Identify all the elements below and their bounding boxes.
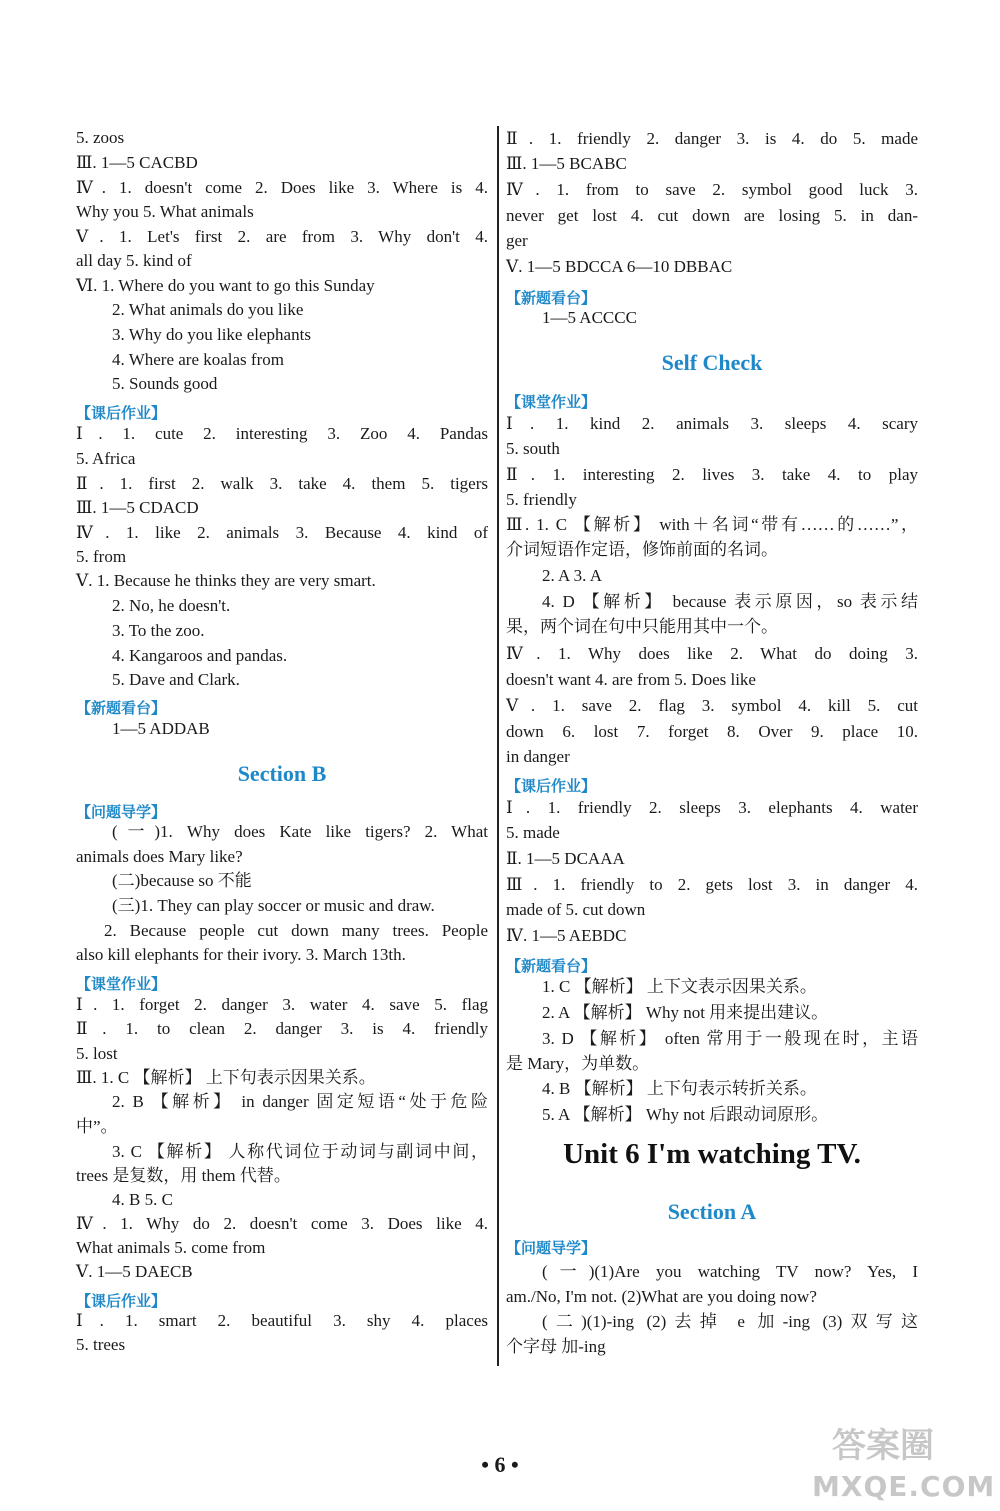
answer-line: 5. Africa	[76, 449, 136, 468]
answer-line: Ⅴ. 1. Let's first 2. are from 3. Why don't 4.	[76, 227, 488, 246]
section-tag	[76, 801, 488, 823]
answer-line: all day 5. kind of	[76, 251, 192, 270]
section-tag-label: 【新题看台】	[506, 289, 597, 307]
answer-line: 3. C 【解析】 人称代词位于动词与副词中间，	[112, 1142, 488, 1161]
answer-line: Ⅲ. 1. friendly to 2. gets lost 3. in danger 4.	[506, 875, 918, 894]
answer-line: Ⅴ. 1—5 DAECB	[76, 1262, 193, 1281]
answer-line: made of 5. cut down	[506, 900, 646, 919]
section-tag	[76, 1290, 488, 1312]
answer-line: 5. lost	[76, 1044, 118, 1063]
section-tag	[76, 697, 488, 719]
answer-line: 4. B 5. C	[112, 1190, 173, 1209]
answer-line: 介词短语作定语，修饰前面的名词。	[506, 540, 778, 559]
answer-line: Ⅱ. 1. first 2. walk 3. take 4. them 5. tigers	[76, 474, 488, 493]
answer-line: 3. D 【解析】 often 常用于一般现在时，主语	[542, 1029, 918, 1048]
answer-line: (一)1. Why does Kate like tigers? 2. What	[112, 822, 488, 841]
watermark-mark: 答案圈	[832, 1426, 934, 1466]
answer-line: 2. A 3. A	[542, 566, 602, 585]
answer-line: Ⅴ. 1—5 BDCCA 6—10 DBBAC	[506, 257, 733, 276]
section-tag-label: 【课后作业】	[76, 404, 167, 422]
answer-line: 4. Where are koalas from	[112, 350, 284, 369]
answer-line: Ⅰ. 1. friendly 2. sleeps 3. elephants 4. water	[506, 798, 918, 817]
answer-line: 4. D 【解析】 because 表示原因，so 表示结	[542, 592, 918, 611]
answer-line: 5. zoos	[76, 128, 125, 147]
section-heading: Self Check	[661, 350, 763, 375]
answer-line: 5. made	[506, 823, 560, 842]
watermark-logo	[808, 1418, 996, 1504]
answer-line: 2. B 【解析】 in danger 固定短语“处于危险	[112, 1092, 488, 1111]
answer-line: What animals 5. come from	[76, 1238, 266, 1257]
section-tag	[506, 1237, 918, 1259]
answer-line: Ⅰ. 1. cute 2. interesting 3. Zoo 4. Pandas	[76, 424, 488, 443]
unit-title: Unit 6 I'm watching TV.	[563, 1138, 861, 1170]
answer-line: Ⅱ. 1. interesting 2. lives 3. take 4. to play	[506, 465, 918, 484]
answer-line: 5. friendly	[506, 490, 577, 509]
answer-line: 1—5 ACCCC	[542, 308, 637, 327]
watermark-text: MXQE.COM	[812, 1470, 996, 1503]
answer-line: Ⅱ. 1—5 DCAAA	[506, 849, 625, 868]
answer-line: (三)1. They can play soccer or music and draw.	[112, 896, 435, 915]
section-tag	[506, 391, 918, 413]
section-tag-label: 【问题导学】	[76, 803, 167, 821]
answer-line: doesn't want 4. are from 5. Does like	[506, 670, 756, 689]
answer-line: am./No, I'm not. (2)What are you doing now?	[506, 1287, 817, 1306]
answer-line: Ⅲ. 1. C 【解析】 上下句表示因果关系。	[76, 1068, 376, 1087]
answer-line: 5. trees	[76, 1335, 126, 1354]
answer-line: Ⅱ. 1. to clean 2. danger 3. is 4. friendly	[76, 1019, 488, 1038]
page-number: • 6 •	[481, 1452, 519, 1477]
answer-line: animals does Mary like?	[76, 847, 243, 866]
answer-line: Why you 5. What animals	[76, 202, 254, 221]
answer-line: 1. C 【解析】 上下文表示因果关系。	[542, 977, 817, 996]
answer-line: 2. A 【解析】 Why not 用来提出建议。	[542, 1003, 829, 1022]
section-tag-label: 【新题看台】	[76, 699, 167, 717]
answer-line: Ⅲ. 1—5 CACBD	[76, 153, 198, 172]
section-tag	[76, 973, 488, 995]
answer-line: Ⅵ. 1. Where do you want to go this Sunday	[76, 276, 375, 295]
answer-line: in danger	[506, 747, 570, 766]
answer-line: 果，两个词在句中只能用其中一个。	[506, 617, 778, 636]
section-tag-label: 【课后作业】	[76, 1292, 167, 1310]
answer-line: Ⅲ. 1. C 【解析】 with＋名词“带有……的……”，	[506, 515, 918, 534]
answer-line: also kill elephants for their ivory. 3. March 13th.	[76, 945, 406, 964]
answer-line: 5. A 【解析】 Why not 后跟动词原形。	[542, 1105, 829, 1124]
answer-line: Ⅲ. 1—5 BCABC	[506, 154, 627, 173]
section-tag	[76, 402, 488, 424]
answer-line: Ⅳ. 1—5 AEBDC	[506, 926, 627, 945]
section-tag	[506, 287, 918, 309]
answer-line: (二)because so 不能	[112, 871, 252, 890]
answer-line: ger	[506, 231, 528, 250]
answer-line: Ⅰ. 1. kind 2. animals 3. sleeps 4. scary	[506, 414, 918, 433]
answer-line: never get lost 4. cut down are losing 5. in dan-	[506, 206, 918, 225]
answer-line: 2. No, he doesn't.	[112, 596, 231, 615]
answer-line: 4. B 【解析】 上下句表示转折关系。	[542, 1079, 817, 1098]
section-heading: Section B	[237, 761, 327, 786]
section-tag	[506, 775, 918, 797]
section-heading: Section A	[667, 1199, 757, 1224]
section-tag-label: 【课堂作业】	[76, 975, 167, 993]
answer-line: 4. Kangaroos and pandas.	[112, 646, 288, 665]
section-tag	[506, 955, 918, 977]
answer-line: Ⅰ. 1. forget 2. danger 3. water 4. save 5. flag	[76, 995, 488, 1014]
answer-line: Ⅰ. 1. smart 2. beautiful 3. shy 4. places	[76, 1311, 488, 1330]
answer-line: Ⅳ. 1. like 2. animals 3. Because 4. kind of	[76, 523, 488, 542]
answer-line: down 6. lost 7. forget 8. Over 9. place 10.	[506, 722, 918, 741]
section-tag-label: 【课后作业】	[506, 777, 597, 795]
answer-line: trees 是复数，用 them 代替。	[76, 1166, 291, 1185]
answer-line: 3. To the zoo.	[112, 621, 205, 640]
answer-line: 中”。	[76, 1117, 118, 1136]
section-tag-label: 【课堂作业】	[506, 393, 597, 411]
answer-line: Ⅴ. 1. save 2. flag 3. symbol 4. kill 5. cut	[506, 696, 918, 715]
answer-line: 5. south	[506, 439, 560, 458]
answer-line: Ⅲ. 1—5 CDACD	[76, 498, 199, 517]
answer-line: Ⅳ. 1. from to save 2. symbol good luck 3.	[506, 180, 918, 199]
section-tag-label: 【新题看台】	[506, 957, 597, 975]
column-divider	[497, 126, 499, 1366]
answer-line: Ⅳ. 1. doesn't come 2. Does like 3. Where is 4.	[76, 178, 488, 197]
answer-line: 个字母 加-ing	[506, 1337, 606, 1356]
answer-line: 5. Sounds good	[112, 374, 218, 393]
answer-line: 5. from	[76, 547, 127, 566]
answer-line: 2. Because people cut down many trees. People	[104, 921, 488, 940]
answer-line: 2. What animals do you like	[112, 300, 304, 319]
answer-line: 3. Why do you like elephants	[112, 325, 311, 344]
answer-line: Ⅳ. 1. Why does like 2. What do doing 3.	[506, 644, 918, 663]
answer-line: 5. Dave and Clark.	[112, 670, 240, 689]
answer-line: Ⅳ. 1. Why do 2. doesn't come 3. Does like 4.	[76, 1214, 488, 1233]
answer-line: (一)(1)Are you watching TV now? Yes, I	[542, 1262, 918, 1281]
answer-line: 1—5 ADDAB	[112, 719, 210, 738]
answer-line: Ⅴ. 1. Because he thinks they are very smart.	[76, 571, 376, 590]
answer-line: Ⅱ. 1. friendly 2. danger 3. is 4. do 5. made	[506, 129, 918, 148]
section-tag-label: 【问题导学】	[506, 1239, 597, 1257]
answer-line: (二)(1)-ing (2)去掉 e 加-ing (3)双写这	[542, 1312, 918, 1331]
answer-line: 是 Mary，为单数。	[506, 1054, 650, 1073]
